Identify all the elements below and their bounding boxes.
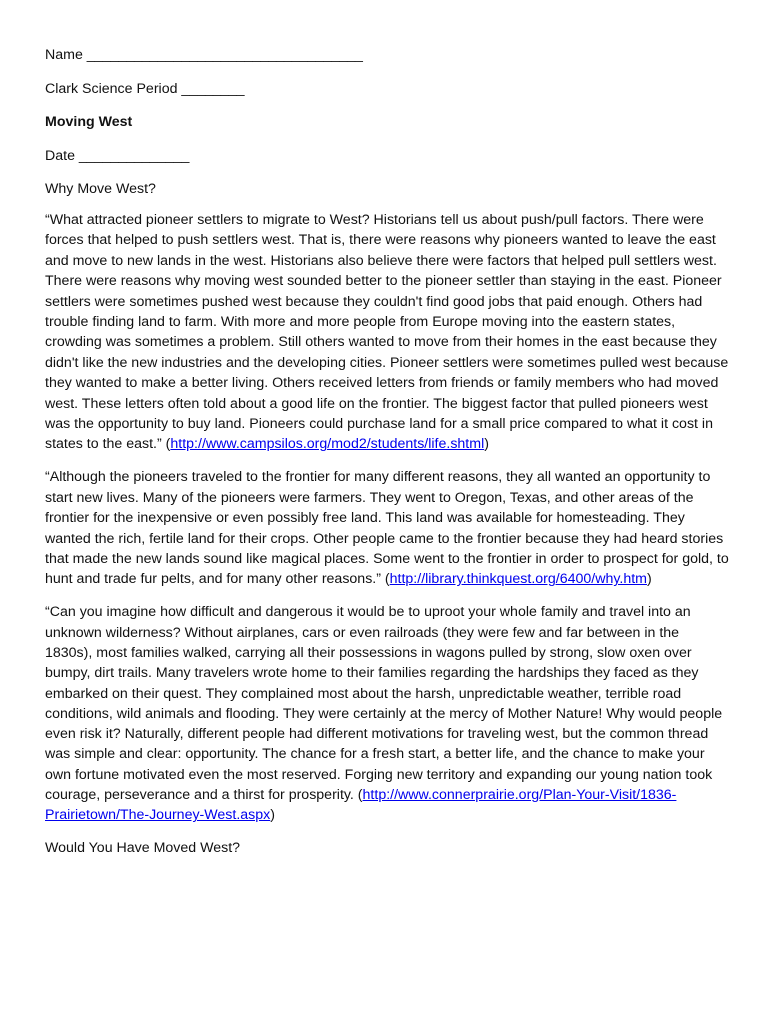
source-link[interactable]: http://www.campsilos.org/mod2/students/life.shtml: [170, 436, 485, 453]
name-line: Name ___________________________________: [45, 47, 363, 63]
source-link[interactable]: http://www.connerprairie.org/Plan-Your-Visit/1836-Prairietown/The-Journey-West.aspx: [45, 786, 677, 824]
quote-close: ): [484, 436, 489, 453]
quote-paragraph-3: [45, 602, 730, 825]
class-period-line: Clark Science Period ________: [45, 80, 245, 97]
closing-question: Would You Have Moved West?: [45, 840, 241, 857]
section-question: Why Move West?: [45, 181, 156, 197]
worksheet-title: Moving West: [45, 114, 133, 130]
quote-text: “Can you imagine how difficult and dangerous it would be to uproot your whole family and travel into an unknown wilderness? Without airplanes, cars or even railroads (they were few and far between in the 1830s), most families walked, carrying all their possessions in wagons pulled by strong, slow oxen over bumpy, dirt trails. Many travelers wrote home to their families regarding the hardships they faced as they embarked on their quest. They complained most about the harsh, unpredictable weather, terrible road conditions, wild animals and flooding. They were certainly at the mercy of Mother Nature! Why would people even risk it? Naturally, different people had different motivations for traveling west, but the common thread was simple and clear: opportunity. The chance for a fresh start, a better life, and the chance to make your own fortune motivated even the most reserved. Forging new territory and expanding our young nation took courage, perseverance and a thirst for prosperity. (: [45, 604, 723, 803]
source-link[interactable]: http://library.thinkquest.org/6400/why.htm: [389, 571, 647, 588]
quote-text: “What attracted pioneer settlers to migrate to West? Historians tell us about push/pull factors. There were forces that helped to push settlers west. That is, there were reasons why pioneers wanted to leave the east and move to new lands in the west. Historians also believe there were factors that helped pull settlers west. There were reasons why moving west sounded better to the pioneer settler than staying in the east. Pioneer settlers were sometimes pushed west because they couldn't find good jobs that paid enough. Others had trouble finding land to farm. With more and more people from Europe moving into the eastern states, crowding was sometimes a problem. Still others wanted to move from their homes in the east because they didn't like the new industries and the developing cities. Pioneer settlers were sometimes pulled west because they wanted to make a better living. Others received letters from friends or family members who had moved west. These letters often told about a good life on the frontier. The biggest factor that pulled pioneers west was the opportunity to buy land. Pioneers could purchase land for a small price compared to what it cost in states to the east.” (: [45, 212, 729, 453]
quote-text: “Although the pioneers traveled to the frontier for many different reasons, they all wanted an opportunity to start new lives. Many of the pioneers were farmers. They went to Oregon, Texas, and other areas of the frontier for the inexpensive or even possibly free land. This land was available for homesteading. They wanted the rich, fertile land for their crops. Other people came to the frontier because they had heard stories that made the new lands sound like magical places. Some went to the frontier in order to prospect for gold, to hunt and trade fur pelts, and for many other reasons.” (: [45, 469, 729, 588]
date-line: Date ______________: [45, 147, 190, 164]
quote-close: ): [270, 807, 275, 824]
quote-paragraph-1: [45, 210, 730, 455]
quote-close: ): [646, 571, 652, 588]
quote-paragraph-2: [45, 467, 730, 589]
